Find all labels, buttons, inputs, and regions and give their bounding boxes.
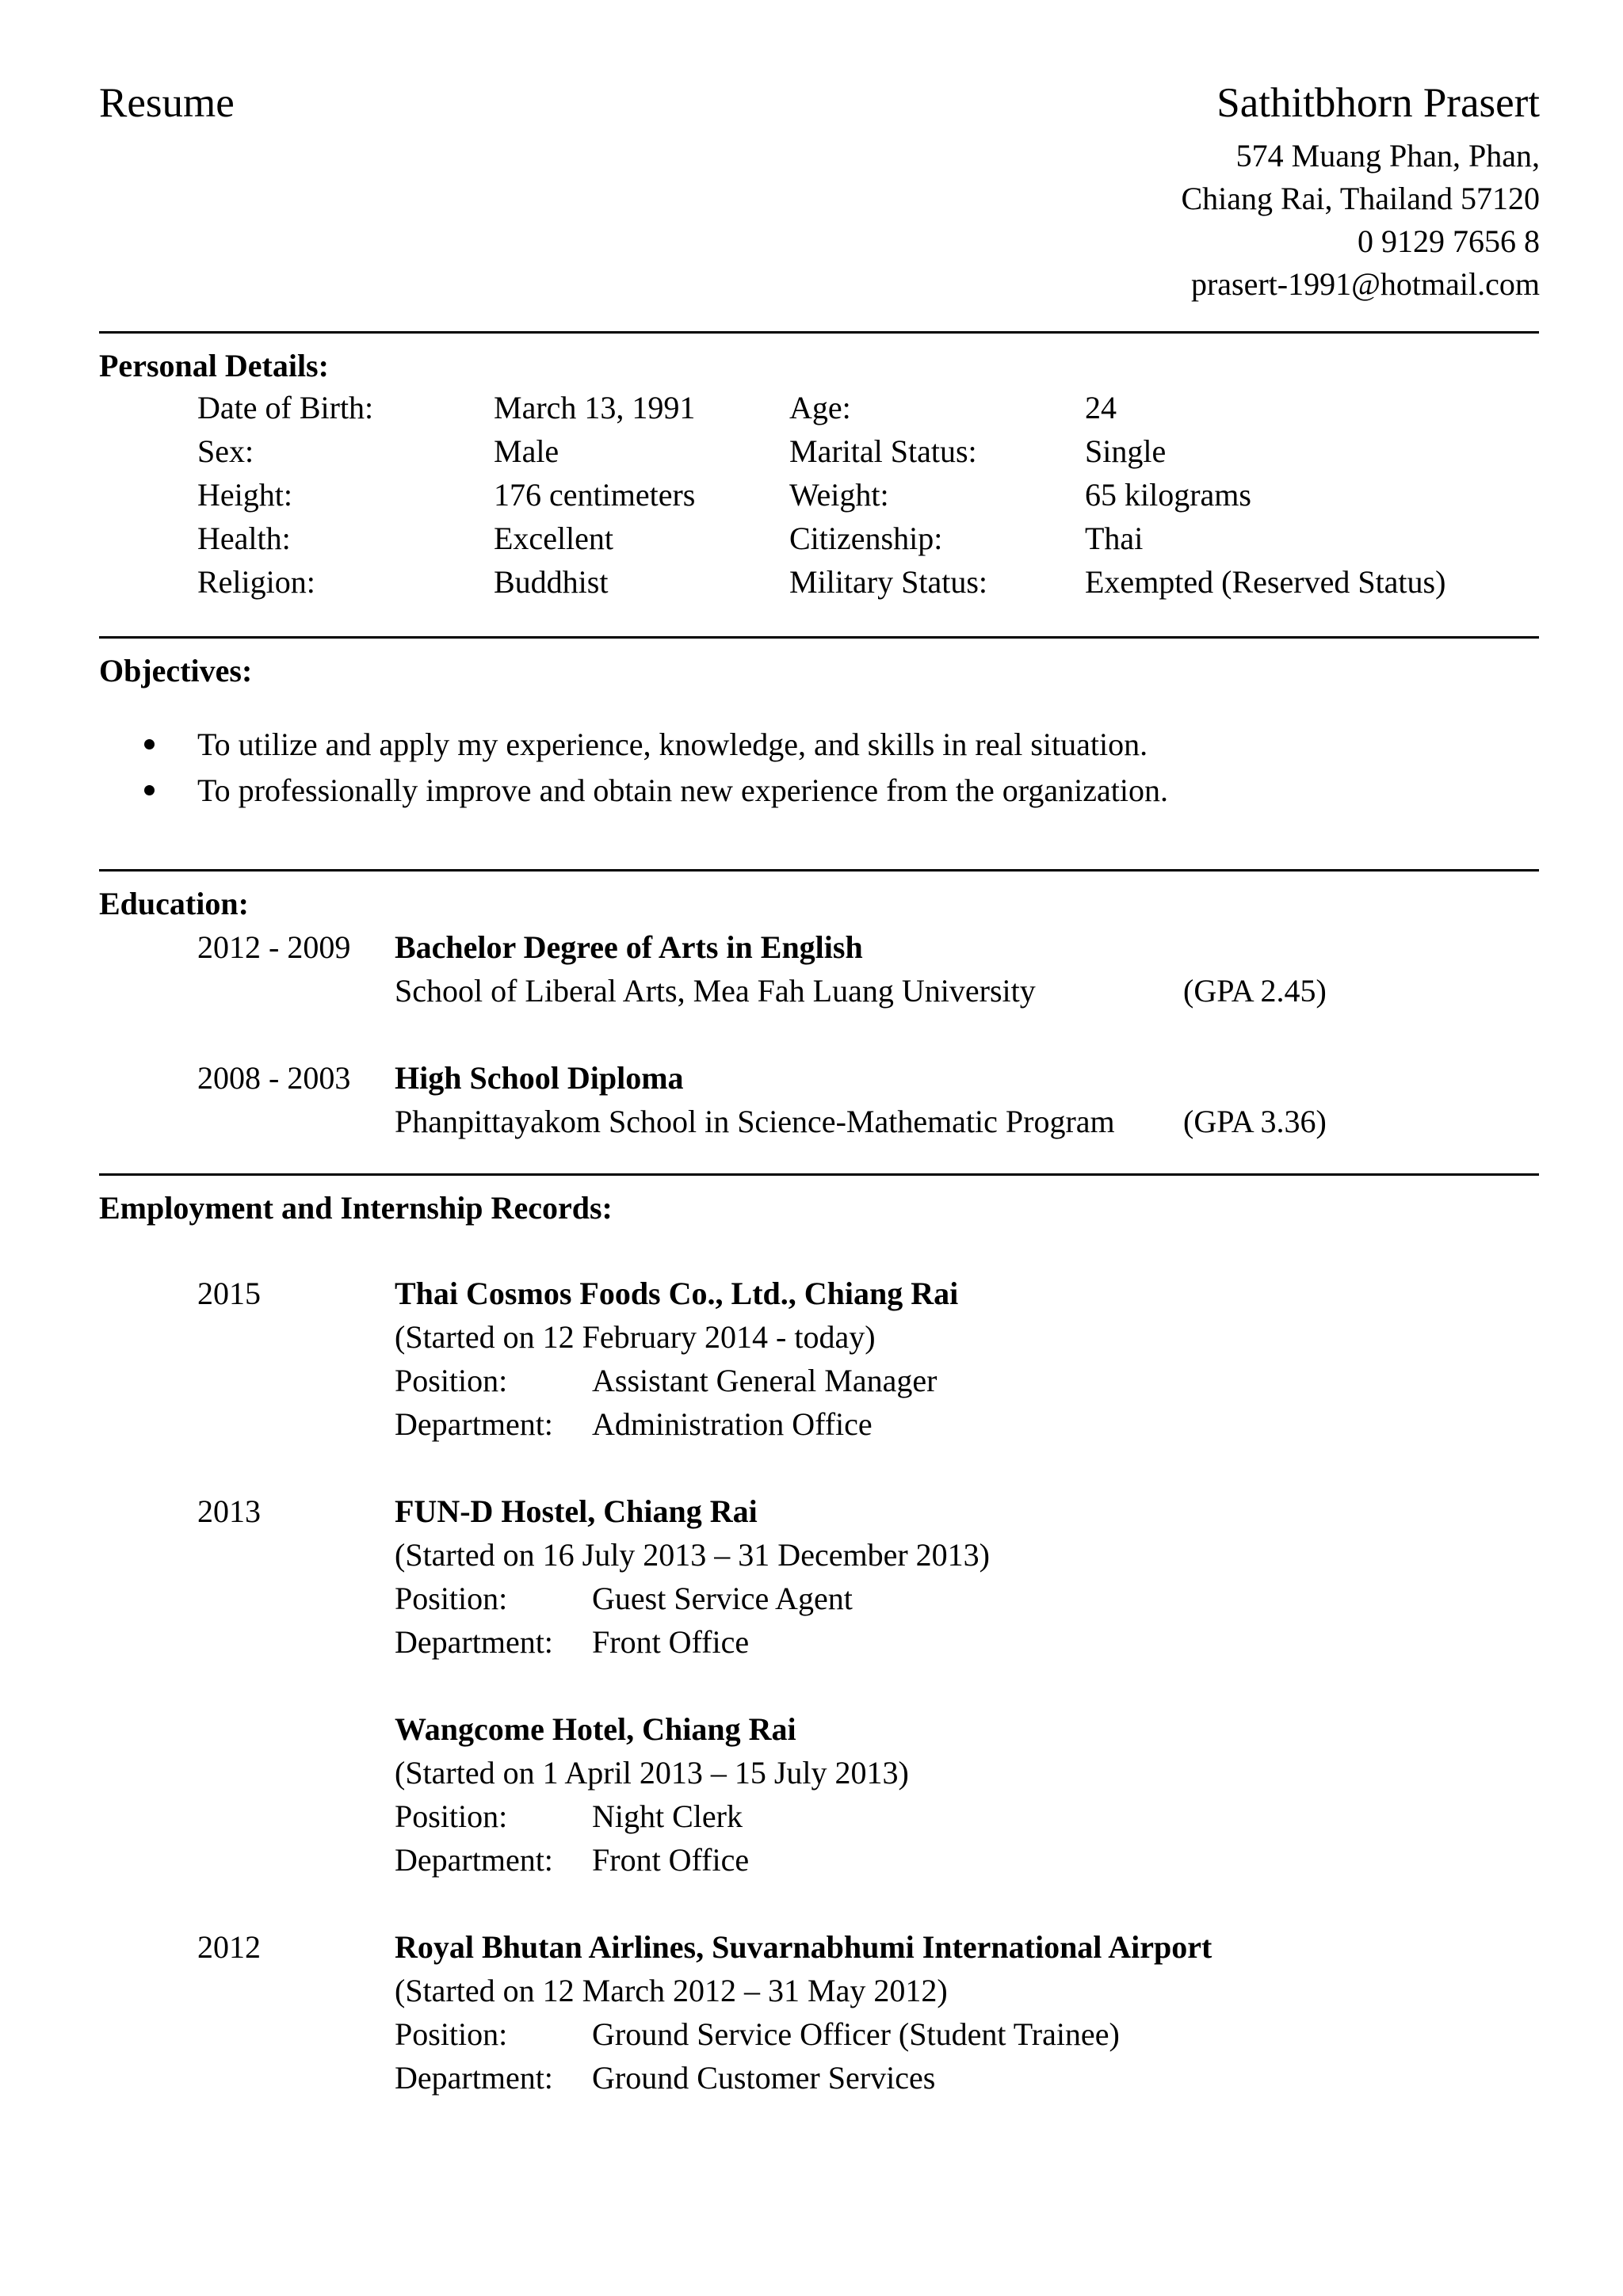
- employment-company: Royal Bhutan Airlines, Suvarnabhumi International Airport: [395, 1929, 1212, 1965]
- personal-label: Age:: [789, 390, 851, 425]
- education-gpa: (GPA 3.36): [1183, 1104, 1327, 1139]
- section-divider: [99, 331, 1539, 334]
- personal-label: Height:: [197, 477, 292, 513]
- personal-value: Male: [494, 433, 559, 469]
- personal-value: Thai: [1085, 521, 1144, 556]
- personal-row: [0, 519, 1623, 563]
- objective-item: To utilize and apply my experience, knowledge, and skills in real situation.: [197, 727, 1148, 762]
- personal-row: [0, 563, 1623, 606]
- employment-department: Front Office: [592, 1624, 750, 1660]
- position-label: Position:: [395, 1798, 508, 1834]
- education-school: School of Liberal Arts, Mea Fah Luang University: [395, 973, 1036, 1009]
- personal-details-heading: Personal Details:: [99, 348, 329, 383]
- employment-position: Guest Service Agent: [592, 1581, 853, 1616]
- applicant-name: Sathitbhorn Prasert: [1216, 80, 1540, 126]
- department-label: Department:: [395, 1406, 553, 1442]
- personal-value: Exempted (Reserved Status): [1085, 564, 1446, 600]
- education-degree: Bachelor Degree of Arts in English: [395, 929, 863, 965]
- objective-item: To professionally improve and obtain new experience from the organization.: [197, 772, 1168, 808]
- email-address: prasert-1991@hotmail.com: [1190, 266, 1540, 302]
- employment-year: 2013: [197, 1493, 261, 1529]
- employment-position: Night Clerk: [592, 1798, 743, 1834]
- employment-year: 2015: [197, 1276, 261, 1311]
- personal-row: [0, 475, 1623, 519]
- education-years: 2008 - 2003: [197, 1060, 351, 1096]
- position-label: Position:: [395, 1363, 508, 1398]
- employment-heading: Employment and Internship Records:: [99, 1190, 613, 1226]
- position-label: Position:: [395, 2016, 508, 2052]
- section-divider: [99, 636, 1539, 639]
- personal-label: Religion:: [197, 564, 315, 600]
- department-label: Department:: [395, 1624, 553, 1660]
- employment-position: Ground Service Officer (Student Trainee): [592, 2016, 1120, 2052]
- employment-company: FUN-D Hostel, Chiang Rai: [395, 1493, 758, 1529]
- bullet-icon: [144, 785, 155, 795]
- personal-value: Buddhist: [494, 564, 609, 600]
- personal-value: 65 kilograms: [1085, 477, 1251, 513]
- employment-position: Assistant General Manager: [592, 1363, 938, 1398]
- employment-department: Ground Customer Services: [592, 2060, 936, 2096]
- personal-label: Marital Status:: [789, 433, 977, 469]
- employment-year: 2012: [197, 1929, 261, 1965]
- address-line-1: 574 Muang Phan, Phan,: [1235, 138, 1540, 174]
- education-heading: Education:: [99, 886, 249, 921]
- employment-department: Administration Office: [592, 1406, 873, 1442]
- bullet-icon: [144, 739, 155, 749]
- personal-label: Health:: [197, 521, 291, 556]
- personal-row: [0, 388, 1623, 432]
- personal-label: Date of Birth:: [197, 390, 374, 425]
- personal-value: 24: [1085, 390, 1117, 425]
- position-label: Position:: [395, 1581, 508, 1616]
- employment-period: (Started on 12 February 2014 - today): [395, 1319, 876, 1355]
- contact-block: [1181, 78, 1540, 306]
- education-degree: High School Diploma: [395, 1060, 684, 1096]
- personal-label: Sex:: [197, 433, 254, 469]
- personal-value: March 13, 1991: [494, 390, 696, 425]
- personal-row: [0, 432, 1623, 475]
- personal-label: Weight:: [789, 477, 889, 513]
- employment-department: Front Office: [592, 1842, 750, 1878]
- employment-company: Thai Cosmos Foods Co., Ltd., Chiang Rai: [395, 1276, 959, 1311]
- document-title: Resume: [99, 80, 235, 126]
- education-school: Phanpittayakom School in Science-Mathematic Program: [395, 1104, 1115, 1139]
- education-years: 2012 - 2009: [197, 929, 351, 965]
- personal-value: Single: [1085, 433, 1167, 469]
- personal-value: 176 centimeters: [494, 477, 696, 513]
- section-divider: [99, 869, 1539, 871]
- personal-label: Military Status:: [789, 564, 987, 600]
- employment-company: Wangcome Hotel, Chiang Rai: [395, 1711, 796, 1747]
- department-label: Department:: [395, 2060, 553, 2096]
- objectives-heading: Objectives:: [99, 653, 253, 688]
- address-line-2: Chiang Rai, Thailand 57120: [1181, 181, 1540, 216]
- employment-period: (Started on 12 March 2012 – 31 May 2012): [395, 1973, 948, 2008]
- employment-period: (Started on 1 April 2013 – 15 July 2013): [395, 1755, 909, 1791]
- personal-label: Citizenship:: [789, 521, 943, 556]
- department-label: Department:: [395, 1842, 553, 1878]
- employment-period: (Started on 16 July 2013 – 31 December 2013): [395, 1537, 990, 1573]
- personal-value: Excellent: [494, 521, 614, 556]
- phone-number: 0 9129 7656 8: [1358, 223, 1540, 259]
- section-divider: [99, 1173, 1539, 1176]
- education-gpa: (GPA 2.45): [1183, 973, 1327, 1009]
